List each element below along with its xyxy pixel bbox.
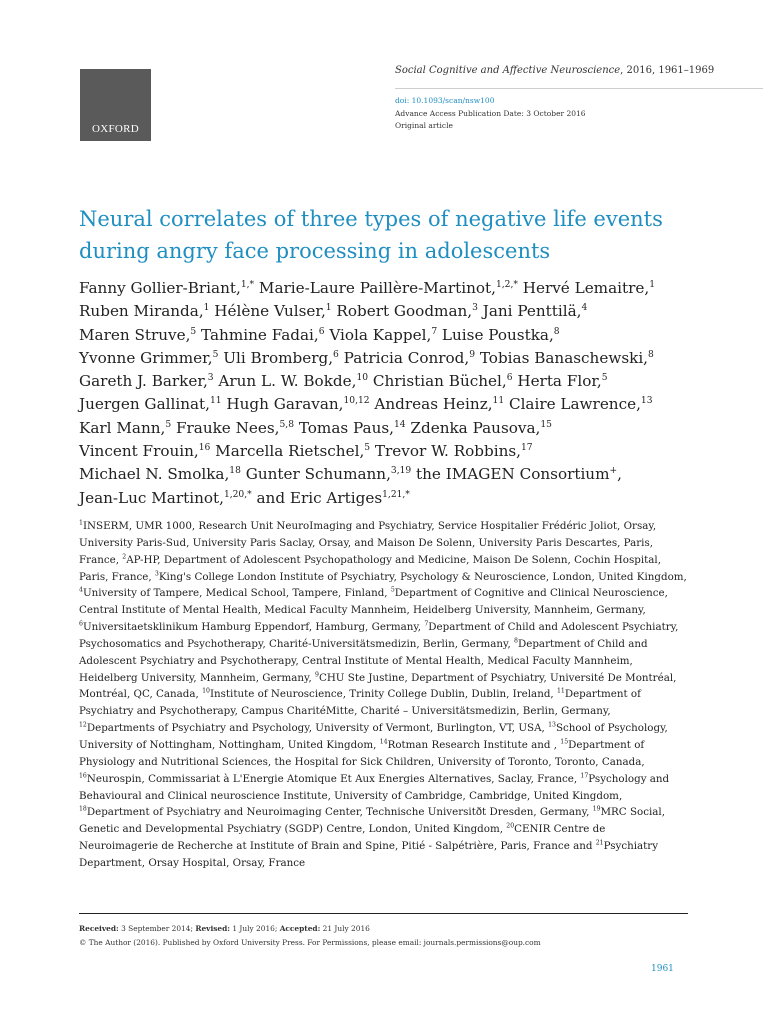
- affiliation-text: School of Psychology, University of Nottingham, Nottingham, United Kingdom,: [79, 722, 668, 751]
- author-name: ,: [617, 465, 622, 484]
- author-affil-marker: 13: [640, 396, 653, 407]
- author-affil-marker: 16: [198, 443, 211, 454]
- affiliation-text: Department of Physiology and Nutritional Sciences, the Hospital for Sick Children, University of Toronto, Toronto, Canada,: [79, 738, 645, 768]
- affiliation-text: Departments of Psychiatry and Psychology, University of Vermont, Burlington, VT, USA,: [86, 722, 549, 735]
- author-name: Tomas Paus,: [294, 418, 395, 437]
- logo-text: OXFORD: [91, 123, 140, 135]
- footer-divider: [79, 913, 688, 914]
- author-affil-marker: 15: [540, 419, 552, 430]
- author-name: and Eric Artiges: [251, 488, 383, 507]
- affiliation-text: University of Tampere, Medical School, Tampere, Finland,: [82, 587, 391, 600]
- affiliation-number: 1: [79, 519, 83, 527]
- accepted-date: 21 July 2016: [320, 924, 370, 933]
- author-line: [79, 393, 709, 416]
- author-affil-marker: 1: [649, 279, 655, 290]
- affiliation-number: 19: [592, 805, 601, 813]
- affiliation-number: 13: [548, 721, 556, 729]
- affiliation-text: CHU Ste Justine, Department of Psychiatry, Université De Montréal, Montréal, QC, Canada,: [79, 671, 677, 701]
- author-line: [79, 324, 709, 347]
- author-name: the IMAGEN Consortium: [411, 465, 610, 484]
- author-name: Ruben Miranda,: [79, 302, 204, 321]
- author-affil-marker: 11: [209, 396, 222, 407]
- author-line: [79, 487, 709, 510]
- affiliation-number: 6: [79, 620, 83, 628]
- revised-label: Revised:: [195, 924, 231, 933]
- author-name: Claire Lawrence,: [504, 395, 641, 414]
- author-affil-marker: 7: [431, 326, 438, 337]
- affiliation-text: Department of Child and Adolescent Psychiatry, Psychosomatics and Psychotherapy, Charité-Universitätsmedizin, Berlin, Germany,: [79, 621, 679, 650]
- affiliation-text: Universitaetsklinikum Hamburg Eppendorf, Hamburg, Germany,: [82, 621, 425, 634]
- author-affil-marker: 5: [364, 443, 371, 454]
- author-line: [79, 440, 709, 463]
- author-name: Marie-Laure Paillère-Martinot,: [254, 279, 496, 297]
- author-affil-marker: 14: [394, 419, 406, 430]
- accepted-label: Accepted:: [279, 924, 321, 933]
- received-dates: [79, 924, 370, 933]
- advance-access-date: Advance Access Publication Date: 3 October 2016: [395, 109, 586, 118]
- author-affil-marker: 6: [318, 326, 325, 337]
- affiliation-number: 18: [79, 805, 87, 813]
- author-affil-marker: 9: [469, 349, 476, 360]
- author-name: Juergen Gallinat,: [79, 395, 210, 414]
- author-line: [79, 300, 709, 323]
- affiliation-text: INSERM, UMR 1000, Research Unit NeuroImaging and Psychiatry, Service Hospitalier Frédéric Joliot, Orsay, University Paris-Sud, University Paris Saclay, Orsay, and Maison De Solenn, University Paris Descartes, Paris, France,: [79, 520, 657, 566]
- affiliation-text: Psychology and Behavioural and Clinical neuroscience Institute, University of Cambridge, Cambridge, United Kingdom,: [79, 772, 670, 802]
- author-affil-marker: 8: [648, 349, 654, 360]
- received-date: 3 September 2014;: [118, 924, 196, 933]
- doi-link[interactable]: doi: 10.1093/scan/nsw100: [395, 96, 495, 105]
- author-affil-marker: 1: [203, 303, 210, 314]
- affiliation-number: 4: [79, 586, 83, 594]
- author-affil-marker: 1: [325, 303, 332, 314]
- author-affil-marker: 1,*: [240, 279, 255, 290]
- author-line: [79, 277, 709, 300]
- journal-details: , 2016, 1961–1969: [620, 65, 715, 76]
- author-affil-marker: 11: [492, 396, 505, 407]
- author-name: Patricia Conrod,: [338, 348, 470, 367]
- affiliation-number: 9: [315, 671, 319, 679]
- affiliation-text: King's College London Institute of Psychiatry, Psychology & Neuroscience, London, United Kingdom,: [158, 570, 687, 583]
- oxford-logo: [80, 69, 151, 141]
- affiliation-number: 14: [379, 738, 388, 746]
- affiliation-number: 16: [79, 772, 87, 780]
- affiliation-number: 2: [122, 553, 127, 561]
- affiliation-number: 3: [154, 570, 159, 578]
- affiliation-number: 17: [580, 772, 589, 780]
- header-divider: [395, 88, 763, 89]
- author-name: Trevor W. Robbins,: [370, 442, 521, 461]
- affiliation-text: MRC Social, Genetic and Developmental Psychiatry (SGDP) Centre, London, United Kingdom,: [79, 806, 665, 836]
- author-name: Andreas Heinz,: [369, 395, 493, 414]
- author-name: Gunter Schumann,: [240, 465, 391, 484]
- author-name: Gareth J. Barker,: [79, 372, 208, 391]
- author-list: [79, 277, 709, 510]
- author-affil-marker: 1,21,*: [382, 489, 410, 500]
- affiliation-text: CENIR Centre de Neuroimagerie de Recherche at Institute of Brain and Spine, Pitié - Salpétrière, Paris, France and: [79, 823, 606, 853]
- author-name: Luise Poustka,: [437, 325, 554, 344]
- author-name: Frauke Nees,: [171, 418, 280, 437]
- author-name: Tahmine Fadai,: [196, 325, 319, 344]
- author-affil-marker: 10: [356, 373, 369, 384]
- author-name: Viola Kappel,: [324, 325, 432, 344]
- author-affil-marker: 8: [553, 326, 560, 337]
- author-name: Arun L. W. Bokde,: [213, 372, 357, 391]
- author-affil-marker: 4: [581, 303, 588, 314]
- author-name: Zdenka Pausova,: [405, 418, 541, 437]
- author-affil-marker: +: [609, 466, 618, 477]
- author-affil-marker: 3: [472, 303, 478, 314]
- affiliations: [79, 518, 687, 872]
- author-name: Uli Bromberg,: [218, 348, 334, 367]
- journal-citation: [395, 65, 714, 76]
- affiliation-number: 10: [202, 688, 210, 696]
- affiliation-text: Department of Psychiatry and Psychotherapy, Campus CharitéMitte, Charité – Universitätsmedizin, Berlin, Germany,: [79, 688, 641, 718]
- author-name: Vincent Frouin,: [79, 442, 199, 461]
- author-affil-marker: 5: [165, 419, 172, 430]
- author-affil-marker: 5: [212, 349, 219, 360]
- author-name: Yvonne Grimmer,: [79, 348, 213, 367]
- author-name: Karl Mann,: [79, 418, 166, 437]
- affiliation-text: Department of Psychiatry and Neuroimaging Center, Technische Universitðt Dresden, Germany,: [86, 806, 593, 819]
- author-line: [79, 347, 709, 370]
- author-name: Robert Goodman,: [331, 302, 473, 321]
- article-title: Neural correlates of three types of negative life events during angry face processing in adolescents: [79, 207, 663, 263]
- affiliation-text: Rotman Research Institute and ,: [387, 738, 561, 751]
- author-name: Marcella Rietschel,: [210, 442, 365, 461]
- author-affil-marker: 1,2,*: [495, 279, 518, 290]
- author-name: Maren Struve,: [79, 325, 191, 344]
- author-name: Herta Flor,: [512, 372, 602, 391]
- affiliation-text: Neurospin, Commissariat à L'Energie Atomique Et Aux Energies Alternatives, Saclay, France,: [86, 772, 581, 785]
- author-name: Tobias Banaschewski,: [475, 348, 649, 367]
- author-affil-marker: 6: [506, 373, 513, 384]
- affiliation-number: 12: [79, 721, 87, 729]
- journal-name: Social Cognitive and Affective Neuroscience: [395, 65, 621, 76]
- copyright-notice: © The Author (2016). Published by Oxford University Press. For Permissions, please email: journals.permissions@oup.com: [79, 938, 541, 947]
- author-affil-marker: 1,20,*: [223, 489, 252, 500]
- affiliation-text: Psychiatry Department, Orsay Hospital, Orsay, France: [79, 840, 659, 869]
- affiliation-number: 21: [595, 839, 604, 847]
- author-affil-marker: 5: [190, 326, 197, 337]
- author-affil-marker: 17: [520, 443, 533, 454]
- author-affil-marker: 6: [333, 349, 339, 360]
- author-line: [79, 463, 709, 486]
- affiliation-number: 20: [506, 822, 515, 830]
- author-affil-marker: 10,12: [343, 396, 370, 407]
- article-type: Original article: [395, 121, 453, 130]
- author-affil-marker: 3: [207, 373, 214, 384]
- received-label: Received:: [79, 924, 119, 933]
- author-name: Michael N. Smolka,: [79, 465, 230, 484]
- revised-date: 1 July 2016;: [230, 924, 280, 933]
- author-line: [79, 417, 709, 440]
- affiliation-number: 11: [556, 688, 565, 696]
- author-affil-marker: 18: [229, 466, 241, 477]
- affiliation-number: 15: [560, 738, 569, 746]
- affiliation-text: Department of Cognitive and Clinical Neuroscience, Central Institute of Mental Health, Medical Faculty Mannheim, Heidelberg University, Mannheim, Germany,: [79, 587, 668, 617]
- page-number: 1961: [651, 964, 674, 974]
- author-name: Hugh Garavan,: [221, 395, 344, 414]
- author-affil-marker: 5: [601, 373, 608, 384]
- author-name: Jean-Luc Martinot,: [79, 488, 224, 507]
- author-affil-marker: 5,8: [279, 419, 295, 430]
- affiliation-number: 8: [514, 637, 518, 645]
- affiliation-number: 5: [390, 586, 395, 594]
- author-name: Hervé Lemaitre,: [517, 279, 650, 297]
- author-line: [79, 370, 709, 393]
- affiliation-text: Department of Child and Adolescent Psychiatry and Psychotherapy, Central Institute of Mental Health, Medical Faculty Mannheim, Heidelberg University, Mannheim, Germany,: [79, 637, 648, 684]
- affiliation-text: Institute of Neuroscience, Trinity College Dublin, Dublin, Ireland,: [209, 688, 557, 701]
- author-affil-marker: 3,19: [390, 466, 412, 477]
- author-name: Fanny Gollier-Briant,: [79, 279, 241, 297]
- affiliation-number: 7: [424, 620, 429, 628]
- author-name: Hélène Vulser,: [209, 302, 326, 321]
- author-name: Christian Büchel,: [368, 372, 507, 391]
- author-name: Jani Penttilä,: [477, 302, 582, 321]
- affiliation-text: AP-HP, Department of Adolescent Psychopathology and Medicine, Maison De Solenn, Cochin Hospital, Paris, France,: [79, 553, 661, 583]
